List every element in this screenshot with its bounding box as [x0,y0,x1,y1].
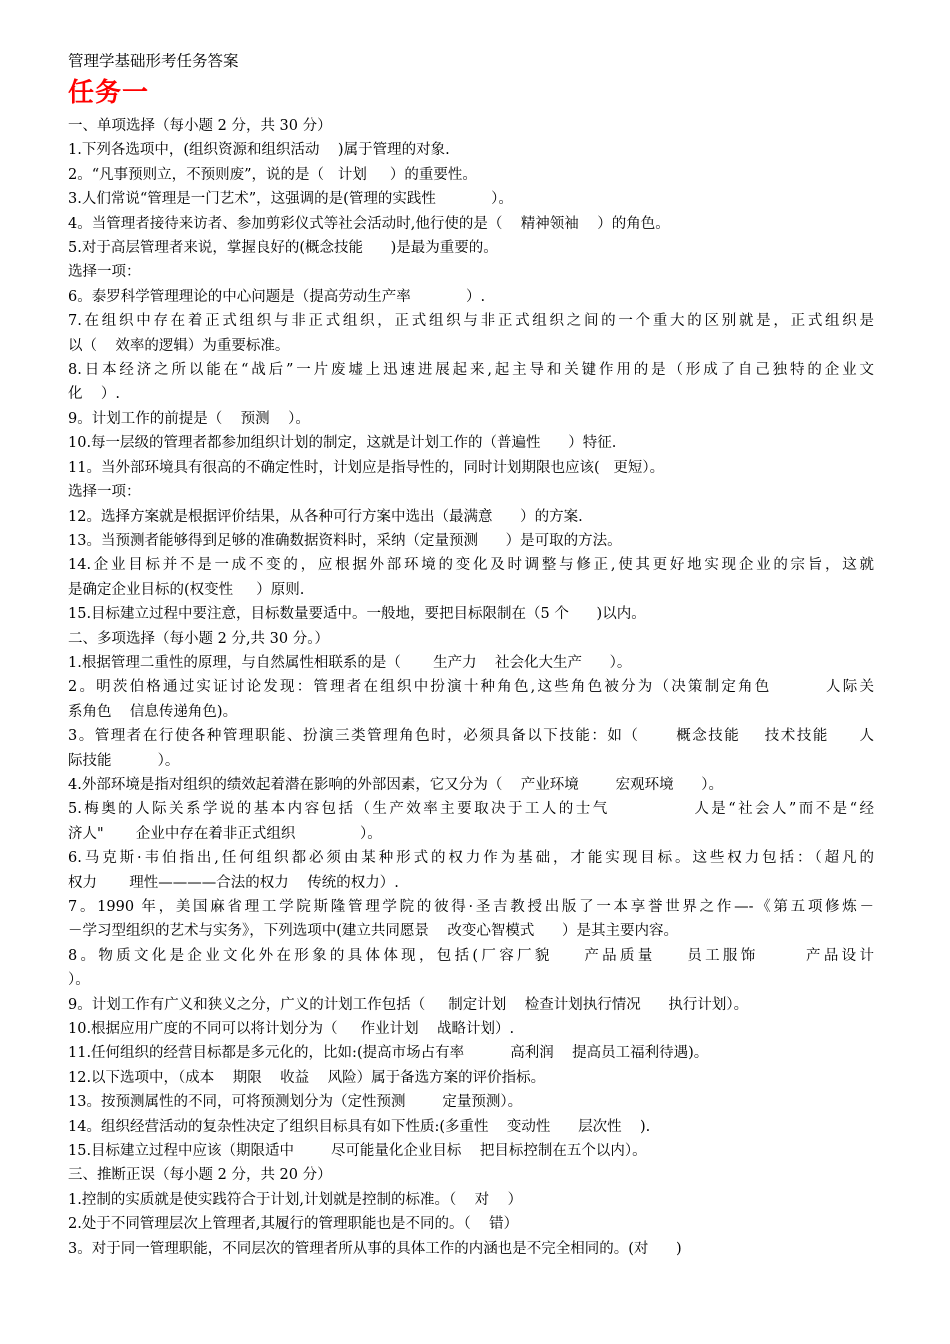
document-line: 3。对于同一管理职能，不同层次的管理者所从事的具体工作的内涵也是不完全相同的。(对 ) [68,1240,682,1257]
document-line: 2。明茨伯格通过实证讨论发现：管理者在组织中扮演十种角色,这些角色被分为（决策制定角色 人际关 [68,679,874,696]
document-line: 一、单项选择（每小题 2 分，共 30 分） [68,118,332,134]
document-line: 13。按预测属性的不同，可将预测划分为（定性预测 定量预测）。 [68,1094,523,1111]
document-title: 管理学基础形考任务答案 [68,52,239,70]
document-line: 三、推断正误（每小题 2 分，共 20 分） [68,1167,332,1184]
document-line: 化 ）. [68,386,121,403]
document-line: 2.处于不同管理层次上管理者,其履行的管理职能也是不同的。（ 错） [68,1216,519,1233]
document-line: 选择一项： [68,264,141,281]
document-line: 10.根据应用广度的不同可以将计划分为（ 作业计划 战略计划）. [68,1021,515,1038]
document-line: 2。“凡事预则立，不预则废”，说的是（ 计划 ）的重要性。 [68,166,477,183]
document-line: 14。组织经营活动的复杂性决定了组织目标具有如下性质:(多重性 变动性 层次性 ). [68,1118,651,1135]
document-line: 15.目标建立过程中应该（期限适中 尽可能量化企业目标 把目标控制在五个以内）。 [68,1143,647,1160]
document-line: 7.在组织中存在着正式组织与非正式组织，正式组织与非正式组织之间的一个重大的区别就是，正式组织是 [68,313,874,330]
document-line: 13。当预测者能够得到足够的准确数据资料时，采纳（定量预测 ）是可取的方法。 [68,532,622,549]
document-line: 3。管理者在行使各种管理职能、扮演三类管理角色时，必须具备以下技能：如（ 概念技能 技术技能 人 [68,728,874,745]
document-line: 9。计划工作的前提是（ 预测 ）。 [68,410,310,427]
document-line: 8。物质文化是企业文化外在形象的具体体现，包括(厂容厂貌 产品质量 员工服饰 产品设计 [68,947,874,964]
document-line: ）。 [68,972,90,989]
document-line: 11。当外部环境具有很高的不确定性时，计划应是指导性的，同时计划期限也应该( 更短）。 [68,459,665,476]
document-line: 10.每一层级的管理者都参加组织计划的制定，这就是计划工作的（普遍性 ）特征. [68,435,617,452]
document-line: 8.日本经济之所以能在“战后”一片废墟上迅速进展起来,起主导和关键作用的是（形成了自己独特的企业文 [68,362,874,379]
document-line: 14.企业目标并不是一成不变的，应根据外部环境的变化及时调整与修正,使其更好地实现企业的宗旨，这就 [68,557,874,574]
document-line: 4。当管理者接待来访者、参加剪彩仪式等社会活动时,他行使的是（ 精神领袖 ）的角色。 [68,215,670,232]
document-line: 7。1990 年，美国麻省理工学院斯隆管理学院的彼得·圣吉教授出版了一本享誉世界之作—-《第五项修炼－ [68,899,874,915]
document-line: 11.任何组织的经营目标都是多元化的，比如:(提高市场占有率 高利润 提高员工福利待遇)。 [68,1045,709,1062]
document-line: 4.外部环境是指对组织的绩效起着潜在影响的外部因素，它又分为（ 产业环境 宏观环境 ）。 [68,776,724,793]
document-line: 系角色 信息传递角色)。 [68,703,238,720]
document-line: 济人" 企业中存在着非正式组织 ）。 [68,825,382,842]
document-line: 选择一项： [68,484,141,501]
document-page [68,50,874,1261]
document-line: 1.根据管理二重性的原理，与自然属性相联系的是（ 生产力 社会化大生产 ）。 [68,654,632,671]
document-line: 权力 理性————合法的权力 传统的权力）. [68,874,399,891]
document-line: 12.以下选项中，（成本 期限 收益 风险）属于备选方案的评价指标。 [68,1069,546,1086]
document-line: 3.人们常说“管理是一门艺术”，这强调的是(管理的实践性 ）。 [68,191,513,208]
document-line: －学习型组织的艺术与实务》，下列选项中(建立共同愿景 改变心智模式 ）是其主要内容。 [68,923,678,940]
document-line: 6。泰罗科学管理理论的中心问题是（提高劳动生产率 ）. [68,288,486,305]
document-line: 1.下列各选项中，(组织资源和组织活动 )属于管理的对象. [68,142,450,159]
document-line: 9。计划工作有广义和狭义之分，广义的计划工作包括（ 制定计划 检查计划执行情况 执行计划）。 [68,996,749,1013]
document-line: 是确定企业目标的(权变性 ）原则. [68,581,305,598]
task-heading: 任务一 [68,78,150,108]
document-line: 二、多项选择（每小题 2 分,共 30 分。） [68,630,329,647]
document-line: 1.控制的实质就是使实践符合于计划,计划就是控制的标准。（ 对 ） [68,1191,523,1208]
document-line: 5.梅奥的人际关系学说的基本内容包括（生产效率主要取决于工人的士气 人是“社会人”而不是“经 [68,801,874,818]
document-line: 6.马克斯·韦伯指出,任何组织都必须由某种形式的权力作为基础，才能实现目标。这些权力包括：（超凡的 [68,850,874,867]
document-line: 5.对于高层管理者来说，掌握良好的(概念技能 )是最为重要的。 [68,240,498,257]
document-line: 以（ 效率的逻辑）为重要标准。 [68,337,290,354]
answer-list [68,114,874,1261]
document-line: 12。选择方案就是根据评价结果，从各种可行方案中选出（最满意 ）的方案. [68,508,583,525]
document-line: 际技能 ）。 [68,752,180,769]
document-line: 15.目标建立过程中要注意，目标数量要适中。一般地，要把目标限制在（5 个 )以内。 [68,606,646,623]
